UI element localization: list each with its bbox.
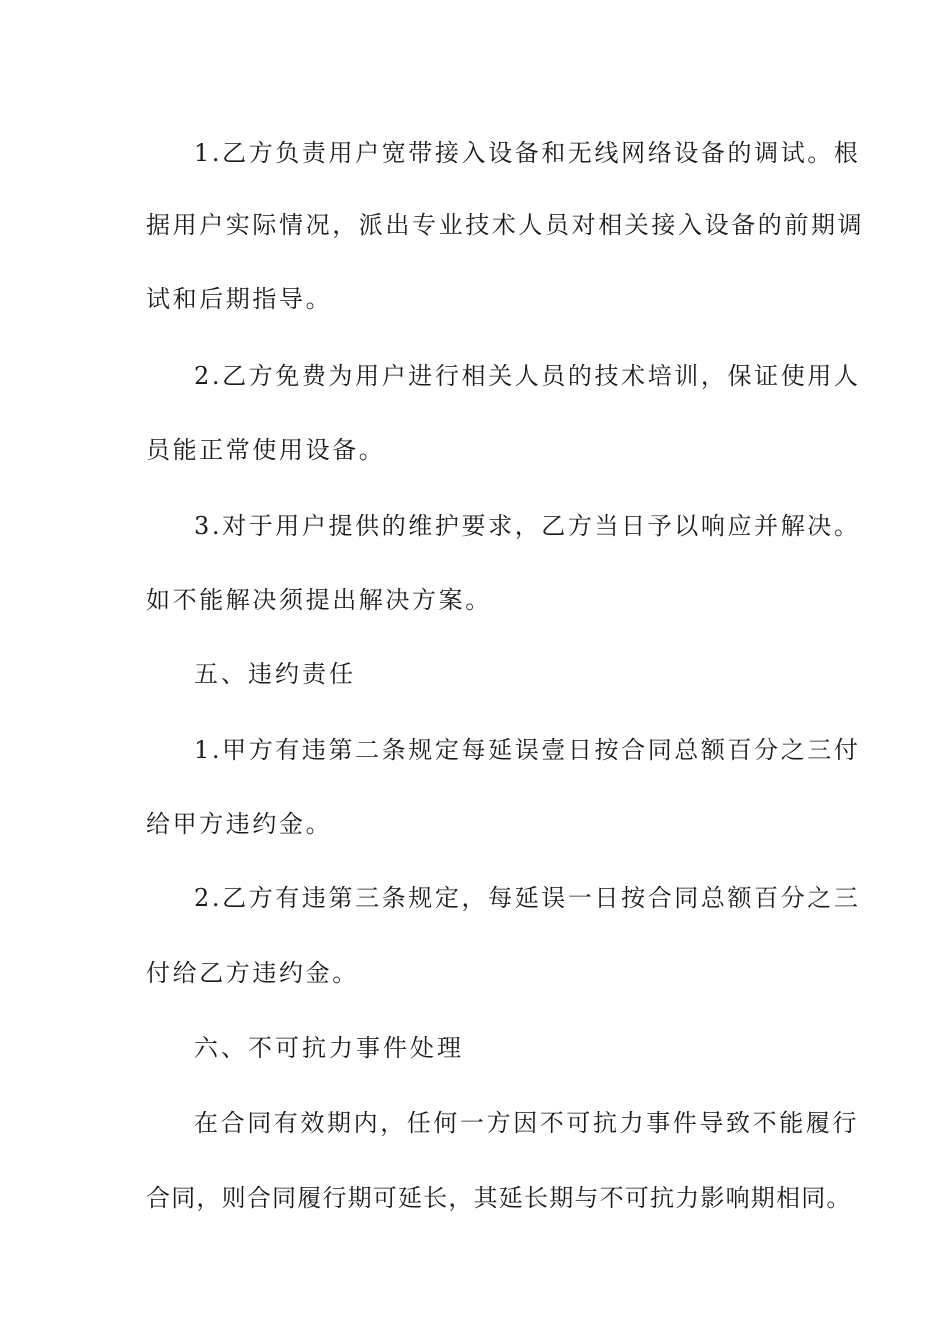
- paragraph-line: 给甲方违约金。: [146, 810, 333, 838]
- section-heading: 六、不可抗力事件处理: [194, 1034, 464, 1062]
- paragraph-line: 1.乙方负责用户宽带接入设备和无线网络设备的调试。根: [194, 139, 861, 167]
- paragraph-line: 员能正常使用设备。: [146, 436, 386, 464]
- paragraph-line: 付给乙方违约金。: [146, 959, 359, 987]
- paragraph-line: 合同，则合同履行期可延长，其延长期与不可抗力影响期相同。: [146, 1184, 852, 1212]
- paragraph-line: 2.乙方免费为用户进行相关人员的技术培训，保证使用人: [194, 362, 861, 390]
- paragraph-line: 1.甲方有违第二条规定每延误壹日按合同总额百分之三付: [194, 736, 861, 764]
- paragraph-line: 据用户实际情况，派出专业技术人员对相关接入设备的前期调: [146, 211, 865, 239]
- paragraph-line: 3.对于用户提供的维护要求，乙方当日予以响应并解决。: [194, 512, 861, 540]
- paragraph-line: 在合同有效期内，任何一方因不可抗力事件导致不能履行: [194, 1109, 859, 1137]
- paragraph-line: 试和后期指导。: [146, 285, 333, 313]
- paragraph-line: 如不能解决须提出解决方案。: [146, 586, 492, 614]
- paragraph-line: 2.乙方有违第三条规定，每延误一日按合同总额百分之三: [194, 884, 861, 912]
- section-heading: 五、违约责任: [194, 660, 356, 688]
